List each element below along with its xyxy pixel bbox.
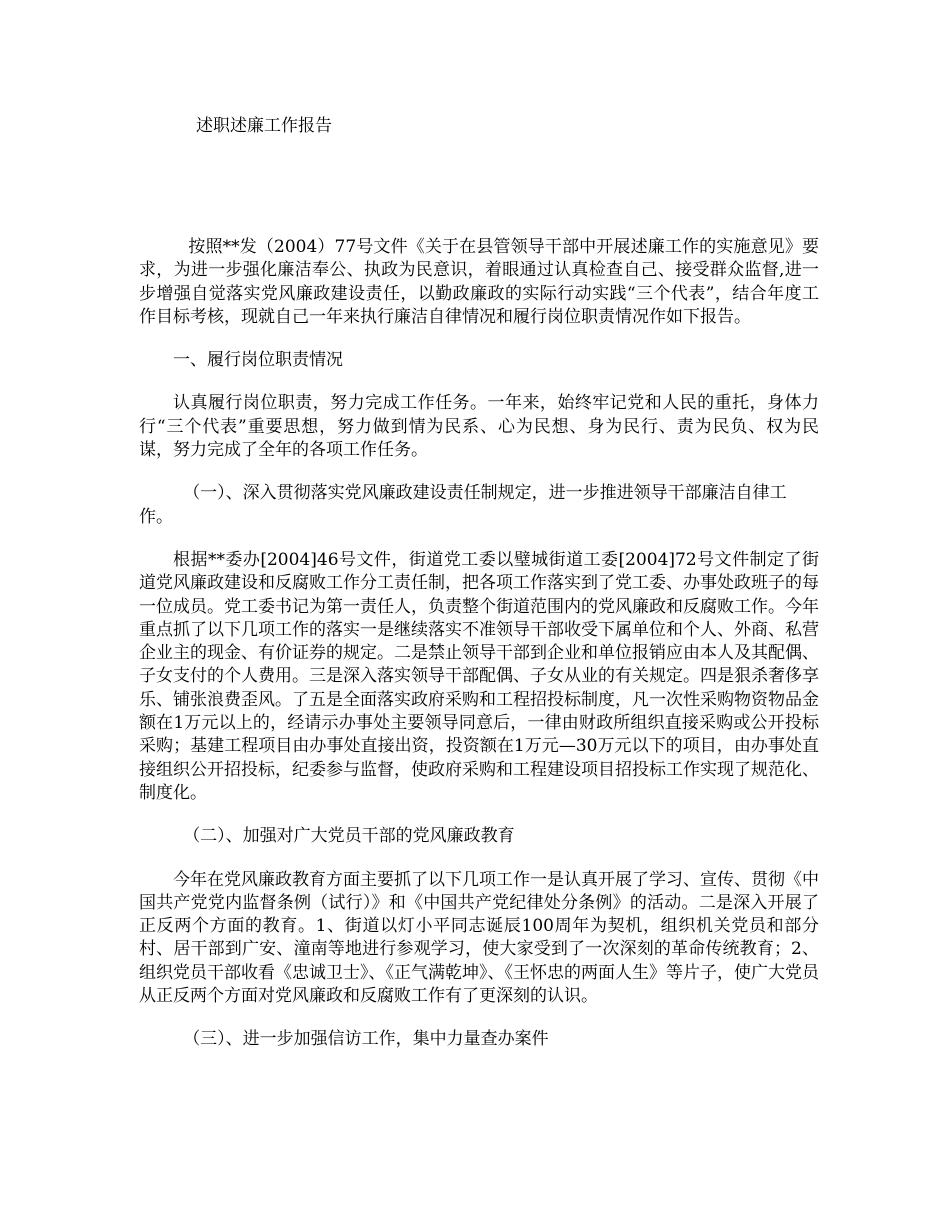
section-1-paragraph: 认真履行岗位职责，努力完成工作任务。一年来，始终牢记党和人民的重托，身体力行“三个代表”重要思想，努力做到情为民系、心为民想、身为民行、责为民负、权为民谋，努力完成了全年的各项工作任务。 — [139, 393, 819, 461]
document-body — [139, 236, 819, 1072]
subsection-heading-2: （二）、加强对广大党员干部的党风廉政教育 — [183, 826, 515, 847]
intro-paragraph: 按照**发（2004）77号文件《关于在县管领导干部中开展述廉工作的实施意见》要求，为进一步强化廉洁奉公、执政为民意识，着眼通过认真检查自己、接受群众监督,进一步增强自觉落实党风廉政建设责任，以勤政廉政的实际行动实践“三个代表”，结合年度工作目标考核，现就自己一年来执行廉洁自律情况和履行岗位职责情况作如下报告。 — [139, 237, 819, 327]
subsection-2-paragraph: 今年在党风廉政教育方面主要抓了以下几项工作一是认真开展了学习、宣传、贯彻《中国共产党党内监督条例（试行）》和《中国共产党纪律处分条例》的活动。二是深入开展了正反两个方面的教育。1、街道以灯小平同志诞辰100周年为契机，组织机关党员和部分村、居干部到广安、潼南等地进行参观学习，使大家受到了一次深刻的革命传统教育；2、组织党员干部收看《忠诚卫士》、《正气满乾坤》、《王怀忠的两面人生》等片子，使广大党员从正反两个方面对党风廉政和反腐败工作有了更深刻的认识。 — [139, 869, 819, 1007]
document-title: 述职述廉工作报告 — [196, 116, 332, 136]
subsection-heading-1: （一）、深入贯彻落实党风廉政建设责任制规定，进一步推进领导干部廉洁自律工作。 — [139, 483, 787, 527]
section-heading-1: 一、履行岗位职责情况 — [173, 350, 343, 371]
subsection-heading-3: （三）、进一步加强信访工作，集中力量查办案件 — [183, 1029, 549, 1050]
subsection-1-paragraph: 根据**委办[2004]46号文件，街道党工委以璧城街道工委[2004]72号文件制定了街道党风廉政建设和反腐败工作分工责任制，把各项工作落实到了党工委、办事处政班子的每一位成员。党工委书记为第一责任人，负责整个街道范围内的党风廉政和反腐败工作。今年重点抓了以下几项工作的落实一是继续落实不准领导干部收受下属单位和个人、外商、私营企业主的现金、有价证券的规定。二是禁止领导干部到企业和单位报销应由本人及其配偶、子女支付的个人费用。三是深入落实领导干部配偶、子女从业的有关规定。四是狠杀奢侈享乐、铺张浪费歪风。了五是全面落实政府采购和工程招投标制度，凡一次性采购物资物品金额在1万元以上的，经请示办事处主要领导同意后，一律由财政所组织直接采购或公开投标采购；基建工程项目由办事处直接出资，投资额在1万元—30万元以下的项目，由办事处直接组织公开招投标，纪委参与监督，使政府采购和工程建设项目招投标工作实现了规范化、制度化。 — [139, 549, 819, 803]
